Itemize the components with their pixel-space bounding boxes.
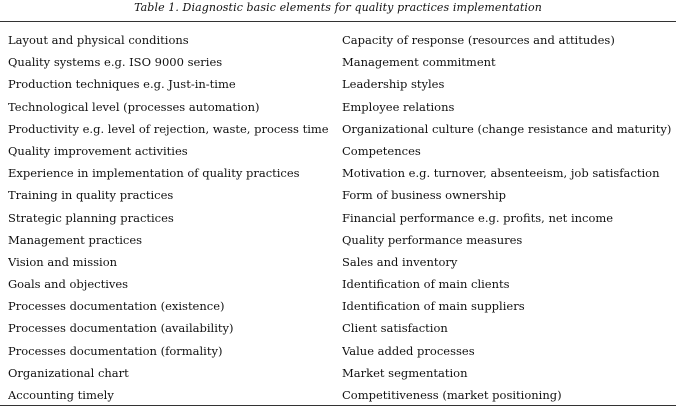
left-cell: Quality improvement activities (8, 143, 188, 158)
left-cell: Goals and objectives (8, 277, 129, 292)
right-cell: Employee relations (342, 99, 455, 114)
left-cell: Technological level (processes automation) (8, 99, 260, 114)
left-cell: Production techniques e.g. Just-in-time (8, 77, 236, 92)
top-rule (0, 21, 676, 22)
right-cell: Value added processes (342, 343, 475, 358)
right-cell: Client satisfaction (342, 321, 448, 336)
right-cell: Capacity of response (resources and attitudes) (342, 33, 615, 47)
left-cell: Quality systems e.g. ISO 9000 series (8, 55, 223, 70)
left-cell: Productivity e.g. level of rejection, waste, process time (8, 121, 329, 136)
right-cell: Management commitment (342, 55, 496, 70)
left-column (8, 29, 333, 406)
table-caption: Table 1. Diagnostic basic elements for quality practices implementation (134, 1, 542, 14)
right-cell: Organizational culture (change resistance and maturity) (342, 121, 672, 136)
left-cell: Management practices (8, 232, 143, 247)
left-cell: Organizational chart (8, 365, 129, 380)
left-cell: Processes documentation (availability) (8, 321, 234, 336)
left-cell: Processes documentation (formality) (8, 343, 223, 358)
left-cell: Accounting timely (8, 388, 114, 402)
right-cell: Leadership styles (342, 77, 445, 92)
left-cell: Experience in implementation of quality practices (8, 166, 300, 181)
right-cell: Market segmentation (342, 365, 468, 380)
right-cell: Financial performance e.g. profits, net income (342, 210, 614, 225)
left-cell: Training in quality practices (8, 188, 174, 203)
right-cell: Sales and inventory (342, 254, 458, 269)
right-cell: Competitiveness (market positioning) (342, 388, 562, 402)
right-cell: Form of business ownership (342, 188, 507, 203)
right-cell: Identification of main clients (342, 277, 510, 292)
left-cell: Layout and physical conditions (8, 33, 189, 47)
right-cell: Identification of main suppliers (342, 299, 525, 314)
right-cell: Quality performance measures (342, 232, 523, 247)
right-column (342, 29, 672, 406)
left-cell: Vision and mission (8, 254, 118, 269)
left-cell: Processes documentation (existence) (8, 299, 225, 314)
right-cell: Motivation e.g. turnover, absenteeism, job satisfaction (342, 166, 660, 181)
left-cell: Strategic planning practices (8, 210, 174, 225)
right-cell: Competences (342, 143, 421, 158)
bottom-rule (0, 405, 676, 406)
